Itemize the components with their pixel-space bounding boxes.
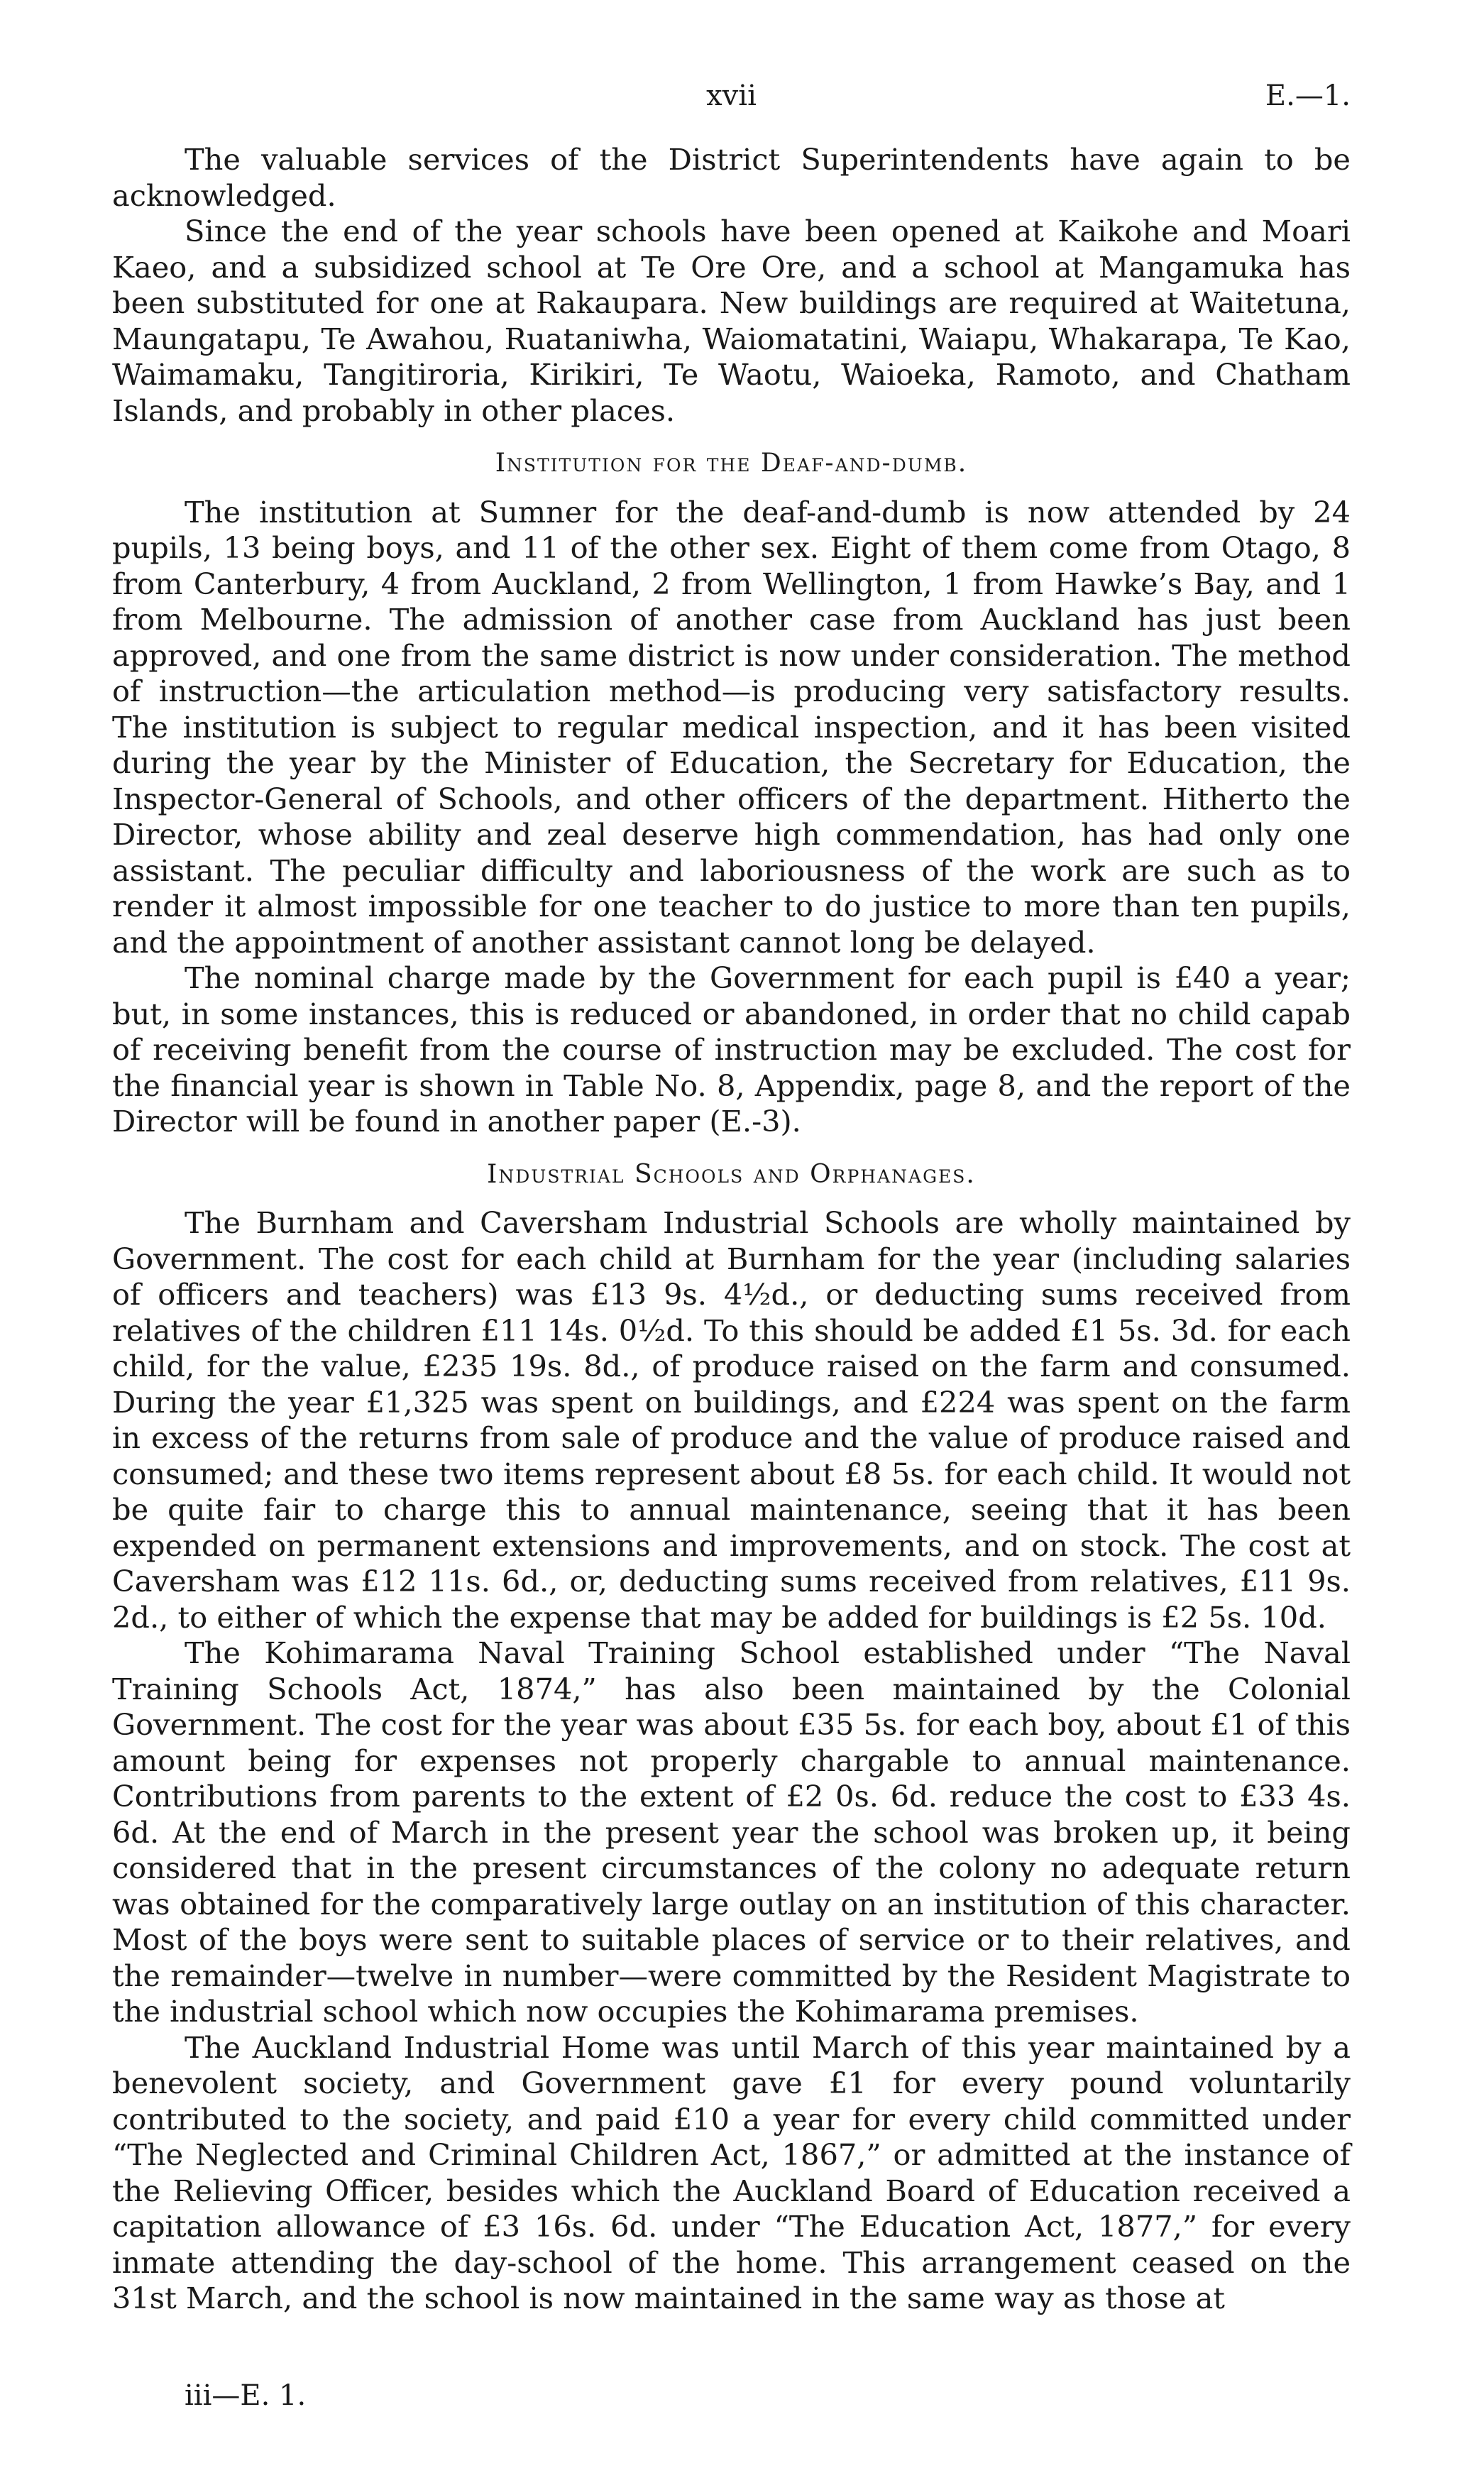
document-reference: E.—1. — [1265, 79, 1351, 112]
paragraph: The nominal charge made by the Government for each pupil is £40 a year; but, in some instances, this is reduced or abandoned, in order that no child capab of receiving benefit from the course of instruction may be excluded. The cost for the financial year is shown in Table No. 8, Appendix, page 8, and the report of the Director will be found in another paper (E.-3). — [112, 960, 1351, 1139]
page-header — [112, 79, 1351, 122]
page-number: xvii — [706, 79, 757, 112]
paragraph: Since the end of the year schools have been opened at Kaikohe and Moari Kaeo, and a subsidized school at Te Ore Ore, and a school at Mangamuka has been substituted for one at Rakaupara. New buildings are required at Waitetuna, Maungatapu, Te Awahou, Ruataniwha, Waiomatatini, Waiapu, Whakarapa, Te Kao, Waimamaku, Tangitiroria, Kirikiri, Te Waotu, Waioeka, Ramoto, and Chatham Islands, and probably in other places. — [112, 214, 1351, 428]
paragraph: The Burnham and Caversham Industrial Schools are wholly maintained by Government. The cost for each child at Burnham for the year (including salaries of officers and teachers) was £13 9s. 4½d., or deducting sums received from relatives of the children £11 14s. 0½d. To this should be added £1 5s. 3d. for each child, for the value, £235 19s. 8d., of produce raised on the farm and consumed. During the year £1,325 was spent on buildings, and £224 was spent on the farm in excess of the returns from sale of produce and the value of produce raised and consumed; and these two items represent about £8 5s. for each child. It would not be quite fair to charge this to annual maintenance, seeing that it has been expended on permanent extensions and improvements, and on stock. The cost at Caversham was £12 11s. 6d., or, deducting sums received from relatives, £11 9s. 2d., to either of which the expense that may be added for buildings is £2 5s. 10d. — [112, 1205, 1351, 1635]
section-district-superintendents — [112, 142, 1351, 429]
section-industrial-schools — [112, 1157, 1351, 2317]
paragraph: The Kohimarama Naval Training School established under “The Naval Training Schools Act, 1874,” has also been maintained by the Colonial Government. The cost for the year was about £35 5s. for each boy, about £1 of this amount being for expenses not properly chargable to annual maintenance. Contributions from parents to the extent of £2 0s. 6d. reduce the cost to £33 4s. 6d. At the end of March in the present year the school was broken up, it being considered that in the present circumstances of the colony no adequate return was obtained for the comparatively large outlay on an institution of this character. Most of the boys were sent to suitable places of service or to their relatives, and the remainder—twelve in number—were committed by the Resident Magistrate to the industrial school which now occupies the Kohimarama premises. — [112, 1635, 1351, 2029]
document-body — [112, 142, 1351, 2317]
paragraph: The institution at Sumner for the deaf-and-dumb is now attended by 24 pupils, 13 being boys, and 11 of the other sex. Eight of them come from Otago, 8 from Canterbury, 4 from Auckland, 2 from Wellington, 1 from Hawke’s Bay, and 1 from Melbourne. The admission of another case from Auckland has just been approved, and one from the same district is now under consideration. The method of instruction—the articulation method—is producing very satisfactory results. The institution is subject to regular medical inspection, and it has been visited during the year by the Minister of Education, the Secretary for Education, the Inspector-General of Schools, and other officers of the department. Hitherto the Director, whose ability and zeal deserve high commendation, has had only one assistant. The peculiar difficulty and laboriousness of the work are such as to render it almost impossible for one teacher to do justice to more than ten pupils, and the appointment of another assistant cannot long be delayed. — [112, 494, 1351, 960]
signature-mark: iii—E. 1. — [185, 2379, 307, 2412]
paragraph: The Auckland Industrial Home was until March of this year maintained by a benevolent society, and Government gave £1 for every pound voluntarily contributed to the society, and paid £10 a year for every child committed under “The Neglected and Criminal Children Act, 1867,” or admitted at the instance of the Relieving Officer, besides which the Auckland Board of Education received a capitation allowance of £3 16s. 6d. under “The Education Act, 1877,” for every inmate attending the day-school of the home. This arrangement ceased on the 31st March, and the school is now maintained in the same way as those at — [112, 2029, 1351, 2315]
section-heading: Institution for the Deaf-and-dumb. — [495, 449, 968, 478]
section-heading: Industrial Schools and Orphanages. — [487, 1159, 976, 1189]
section-deaf-and-dumb — [112, 446, 1351, 1140]
paragraph: The valuable services of the District Superintendents have again to be acknowledged. — [112, 142, 1351, 213]
